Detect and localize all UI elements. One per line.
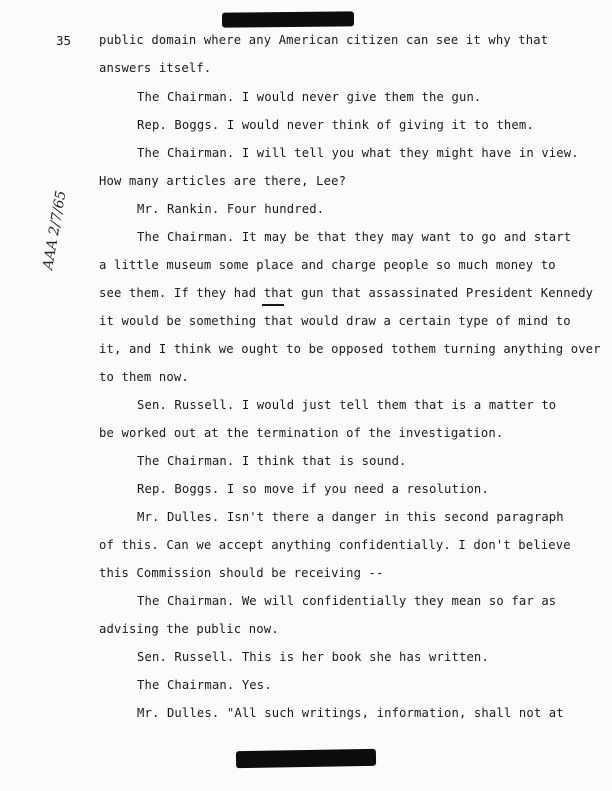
transcript-line: The Chairman. I will tell you what they might have in view.	[137, 146, 579, 160]
redaction-bar-top	[222, 11, 354, 27]
transcript-line: The Chairman. It may be that they may want to go and start	[137, 230, 572, 244]
transcript-line: Mr. Dulles. Isn't there a danger in this second paragraph	[137, 510, 564, 524]
transcript-line: Sen. Russell. This is her book she has written.	[137, 650, 489, 664]
transcript-line: of this. Can we accept anything confidentially. I don't believe	[99, 538, 571, 552]
transcript-line: The Chairman. I think that is sound.	[137, 454, 407, 468]
transcript-line: be worked out at the termination of the investigation.	[99, 426, 504, 440]
transcript-line: The Chairman. I would never give them the gun.	[137, 90, 482, 104]
transcript-line: Rep. Boggs. I so move if you need a resolution.	[137, 482, 489, 496]
transcript-line: this Commission should be receiving --	[99, 566, 384, 580]
transcript-line: Mr. Dulles. "All such writings, information, shall not at	[137, 706, 564, 720]
transcript-line: it would be something that would draw a certain type of mind to	[99, 314, 571, 328]
transcript-line: How many articles are there, Lee?	[99, 174, 347, 188]
transcript-line: Mr. Rankin. Four hundred.	[137, 202, 325, 216]
transcript-line: it, and I think we ought to be opposed tothem turning anything over	[99, 342, 601, 356]
transcript-line: see them. If they had that gun that assassinated President Kennedy	[99, 286, 594, 300]
handwritten-underline-mark	[262, 304, 284, 306]
redaction-bar-bottom	[236, 749, 376, 768]
transcript-line: answers itself.	[99, 61, 212, 75]
transcript-line: public domain where any American citizen can see it why that	[99, 33, 549, 47]
transcript-line: The Chairman. Yes.	[137, 678, 272, 692]
transcript-line: advising the public now.	[99, 622, 279, 636]
transcript-line: to them now.	[99, 370, 189, 384]
handwritten-margin-note: AAA 2/7/65	[40, 189, 70, 271]
transcript-line: Rep. Boggs. I would never think of giving it to them.	[137, 118, 534, 132]
transcript-line: Sen. Russell. I would just tell them that is a matter to	[137, 398, 557, 412]
page-number: 35	[56, 33, 72, 48]
transcript-line: The Chairman. We will confidentially they mean so far as	[137, 594, 557, 608]
transcript-line: a little museum some place and charge people so much money to	[99, 258, 556, 272]
